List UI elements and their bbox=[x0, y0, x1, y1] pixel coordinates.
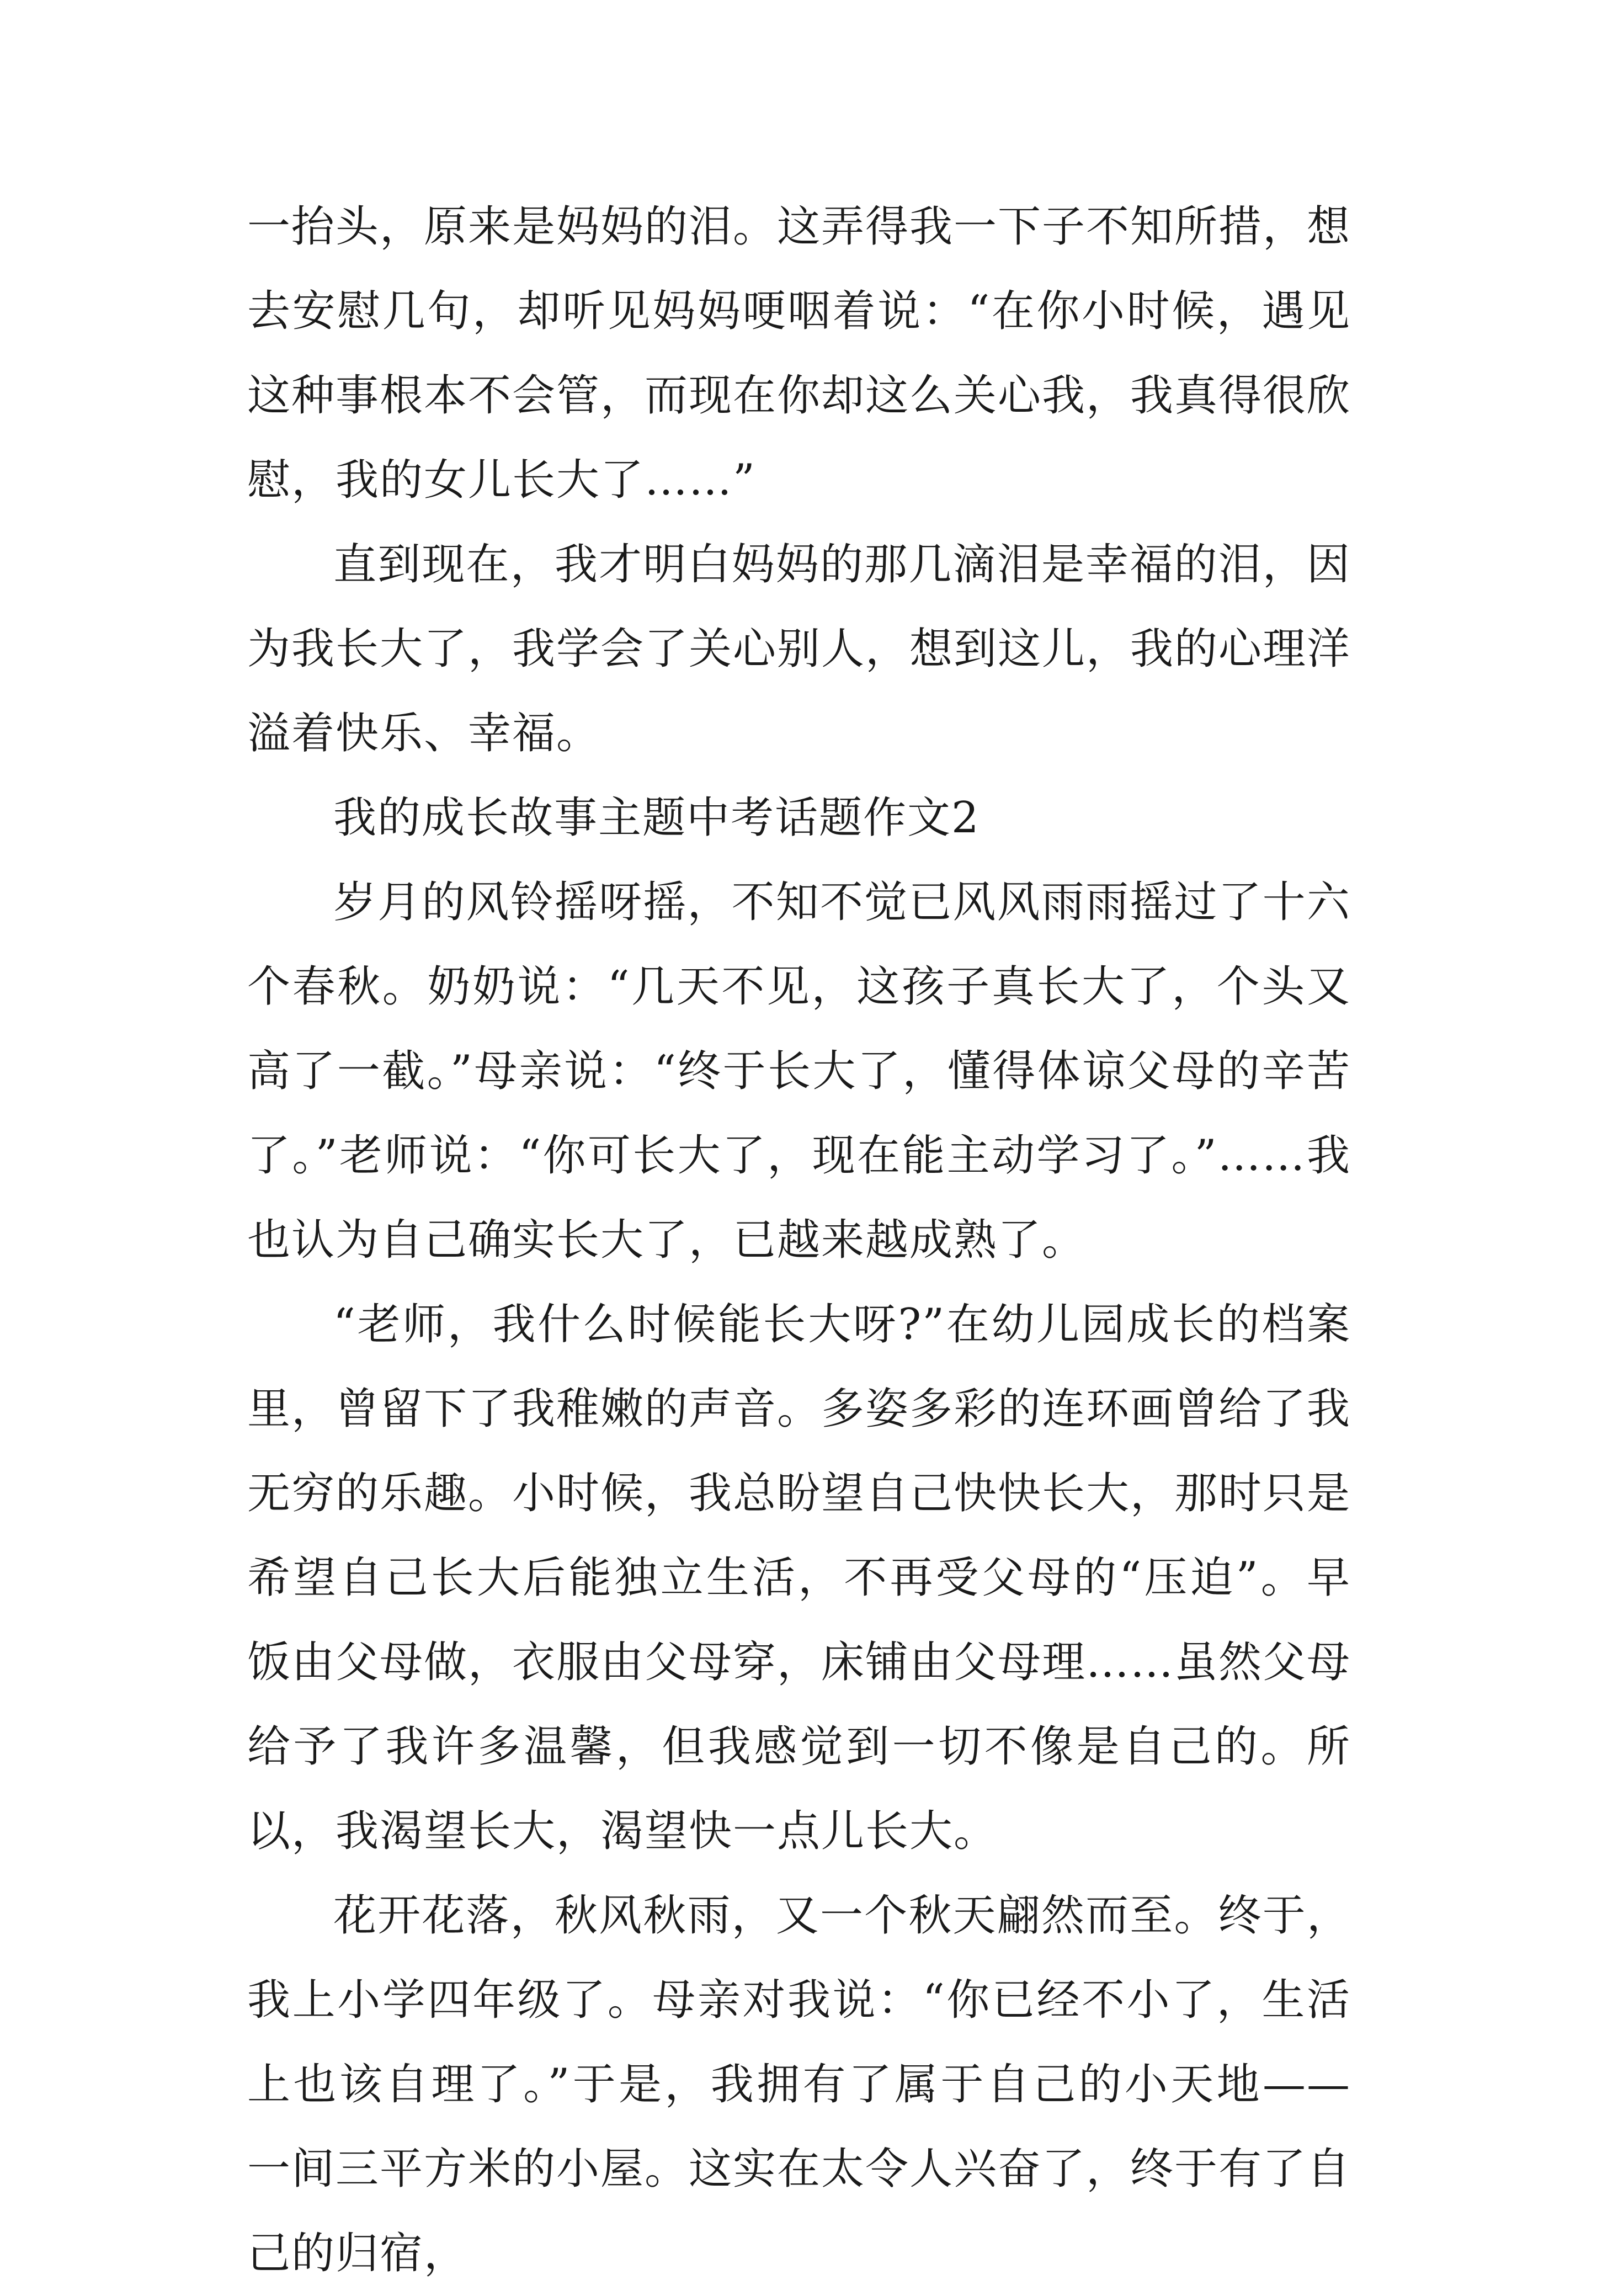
paragraph: 岁月的风铃摇呀摇，不知不觉已风风雨雨摇过了十六个春秋。奶奶说：“几天不见，这孩子真长大了，个头又高了一截。”母亲说：“终于长大了，懂得体谅父母的辛苦了。”老师说：“你可长大了，现在能主动学习了。”……我也认为自己确实长大了，已越来越成熟了。 bbox=[247, 878, 1351, 1265]
paragraph: 花开花落，秋风秋雨，又一个秋天翩然而至。终于，我上小学四年级了。母亲对我说：“你已经不小了，生活上也该自理了。”于是，我拥有了属于自己的小天地——一间三平方米的小屋。这实在太令人兴奋了，终于有了自己的归宿， bbox=[247, 1891, 1351, 2278]
paragraph-continuation: 一抬头，原来是妈妈的泪。这弄得我一下子不知所措，想去安慰几句，却听见妈妈哽咽着说：“在你小时候，遇见这种事根本不会管，而现在你却这么关心我，我真得很欣慰，我的女儿长大了……” bbox=[247, 202, 1351, 505]
paragraph: “老师，我什么时候能长大呀?”在幼儿园成长的档案里，曾留下了我稚嫩的声音。多姿多彩的连环画曾给了我无穷的乐趣。小时候，我总盼望自己快快长大，那时只是希望自己长大后能独立生活，不再受父母的“压迫”。早饭由父母做，衣服由父母穿，床铺由父母理……虽然父母给予了我许多温馨，但我感觉到一切不像是自己的。所以，我渴望长大，渴望快一点儿长大。 bbox=[247, 1300, 1351, 1856]
section-title: 我的成长故事主题中考话题作文2 bbox=[333, 793, 980, 843]
document-body bbox=[247, 185, 1351, 2296]
paragraph: 直到现在，我才明白妈妈的那几滴泪是幸福的泪，因为我长大了，我学会了关心别人，想到这儿，我的心理洋溢着快乐、幸福。 bbox=[247, 540, 1351, 758]
